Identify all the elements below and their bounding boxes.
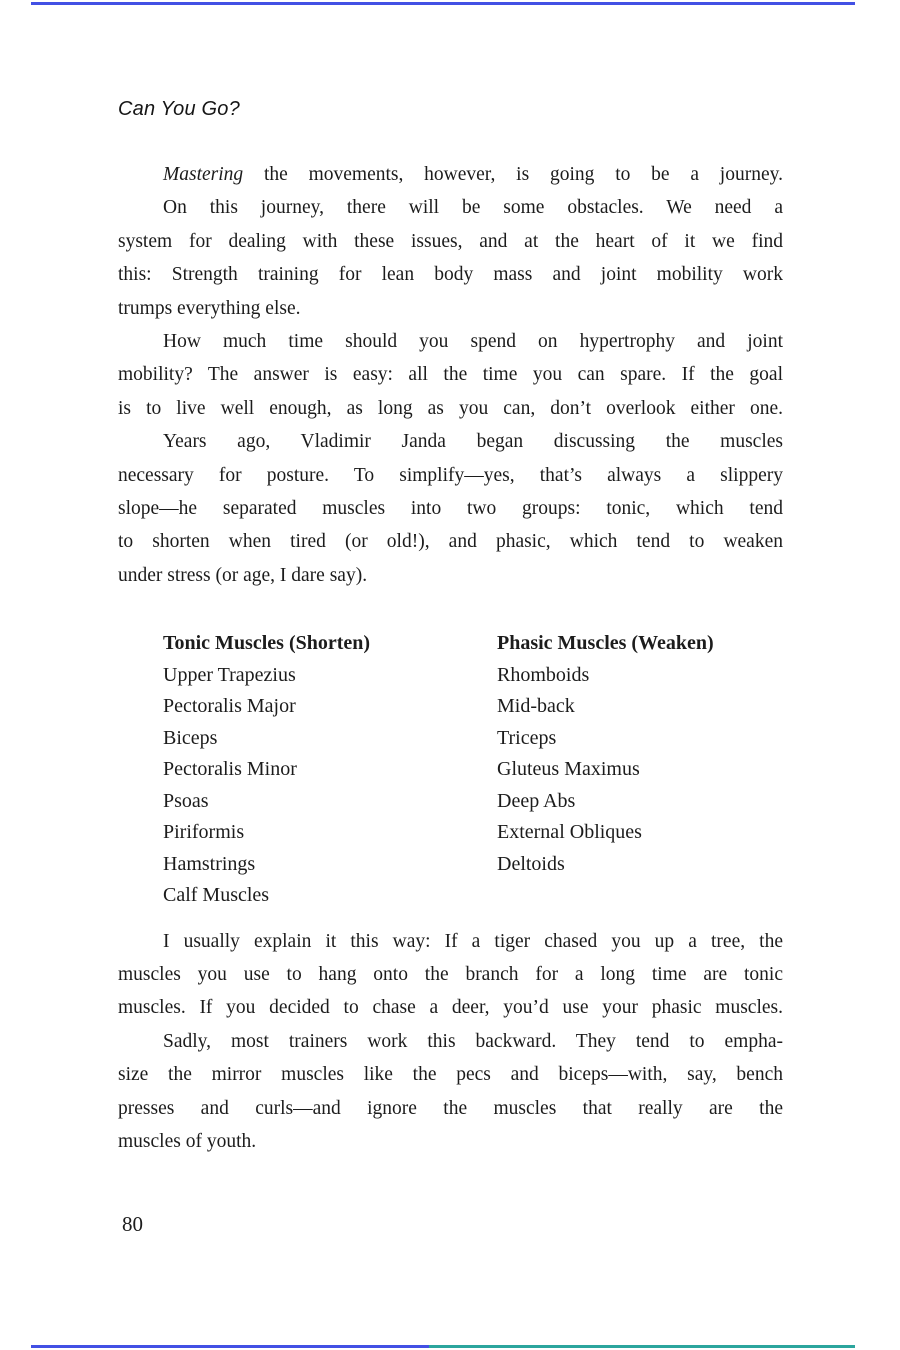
bottom-edge-rule-right — [429, 1345, 855, 1348]
page-number: 80 — [122, 1212, 143, 1236]
text-line: to shorten when tired (or old!), and phasic, which tend to weaken — [118, 531, 783, 553]
text-line: size the mirror muscles like the pecs and biceps—with, say, bench — [118, 1064, 783, 1086]
text-line: Mastering the movements, however, is going to be a journey. — [163, 164, 783, 185]
text-line: How much time should you spend on hypertrophy and joint — [163, 330, 783, 352]
paragraphs-before — [118, 158, 783, 592]
text-line: under stress (or age, I dare say). — [118, 564, 368, 586]
muscle-item: Gluteus Maximus — [497, 758, 640, 781]
muscle-item: External Obliques — [497, 821, 642, 844]
text-line: system for dealing with these issues, and at the heart of it we find — [118, 230, 783, 252]
running-header: Can You Go? — [118, 98, 240, 120]
paragraph — [118, 425, 783, 592]
paragraph — [118, 325, 783, 425]
top-edge-rule — [31, 2, 855, 5]
muscle-item: Rhomboids — [497, 663, 590, 686]
text-line: slope—he separated muscles into two groups: tonic, which tend — [118, 497, 783, 519]
text-line: mobility? The answer is easy: all the time you can spare. If the goal — [118, 364, 783, 386]
muscle-item: Deltoids — [497, 852, 565, 875]
muscle-item: Calf Muscles — [163, 884, 270, 907]
text-line: Sadly, most trainers work this backward. They tend to empha- — [163, 1030, 783, 1052]
muscle-item: Psoas — [163, 789, 209, 812]
bottom-edge-rule-left — [31, 1345, 429, 1348]
text-line: Years ago, Vladimir Janda began discussing the muscles — [163, 431, 783, 453]
paragraph — [118, 191, 783, 325]
muscle-item: Piriformis — [163, 821, 245, 844]
muscle-item: Pectoralis Major — [163, 695, 296, 718]
muscle-column-header: Phasic Muscles (Weaken) — [497, 632, 714, 655]
text-line: is to live well enough, as long as you can, don’t overlook either one. — [118, 397, 783, 419]
muscle-item: Deep Abs — [497, 789, 576, 812]
text-line: I usually explain it this way: If a tiger chased you up a tree, the — [163, 930, 783, 952]
paragraph — [118, 1025, 783, 1159]
text-line: necessary for posture. To simplify—yes, that’s always a slippery — [118, 464, 783, 486]
italic-text: Mastering — [163, 164, 244, 185]
muscle-item: Pectoralis Minor — [163, 758, 297, 781]
muscle-item: Biceps — [163, 726, 218, 749]
muscle-item: Mid-back — [497, 695, 575, 718]
muscle-item: Hamstrings — [163, 852, 256, 875]
text-line: presses and curls—and ignore the muscles that really are the — [118, 1097, 783, 1119]
text-line: trumps everything else. — [118, 297, 301, 319]
body-text — [118, 158, 783, 1158]
paragraphs-after — [118, 925, 783, 1159]
text-line: muscles you use to hang onto the branch for a long time are tonic — [118, 963, 783, 985]
paragraph — [118, 158, 783, 191]
tonic-muscles-column — [163, 628, 497, 912]
phasic-muscles-column — [497, 628, 783, 912]
paragraph — [118, 925, 783, 1025]
text-line: On this journey, there will be some obstacles. We need a — [163, 197, 783, 219]
muscle-item: Triceps — [497, 726, 557, 749]
text-line: muscles of youth. — [118, 1130, 257, 1152]
text-line: muscles. If you decided to chase a deer, you’d use your phasic muscles. — [118, 997, 783, 1019]
muscle-item: Upper Trapezius — [163, 663, 296, 686]
text-line: this: Strength training for lean body mass and joint mobility work — [118, 264, 783, 286]
muscle-table — [118, 628, 783, 912]
muscle-column-header: Tonic Muscles (Shorten) — [163, 632, 371, 655]
